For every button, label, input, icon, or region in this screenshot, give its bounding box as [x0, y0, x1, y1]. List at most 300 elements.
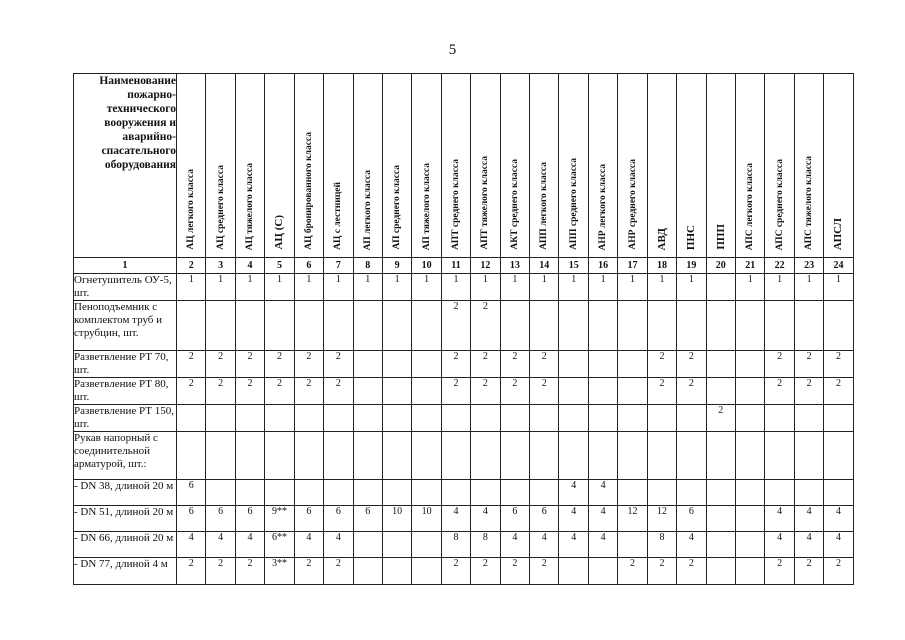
table-row: [74, 558, 854, 585]
table-cell: [530, 405, 559, 432]
table-cell: [736, 506, 765, 532]
table-row: [74, 378, 854, 405]
column-header-label: АП легкого класса: [362, 169, 373, 250]
table-cell: 2: [206, 351, 235, 378]
table-cell: 12: [618, 506, 647, 532]
table-cell: [618, 532, 647, 558]
column-number: 21: [736, 258, 765, 274]
table-cell: 2: [324, 351, 353, 378]
table-cell: [294, 301, 323, 351]
column-number: 14: [530, 258, 559, 274]
table-cell: [206, 405, 235, 432]
table-cell: [736, 532, 765, 558]
table-cell: [559, 558, 588, 585]
table-cell: 2: [530, 351, 559, 378]
column-header: [794, 74, 823, 258]
table-cell: [677, 432, 706, 480]
table-cell: 4: [324, 532, 353, 558]
table-cell: 2: [500, 558, 529, 585]
table-cell: [677, 480, 706, 506]
table-cell: 2: [294, 558, 323, 585]
table-cell: [177, 432, 206, 480]
table-cell: [412, 432, 441, 480]
table-cell: [353, 558, 382, 585]
table-cell: 2: [206, 558, 235, 585]
table-cell: [677, 405, 706, 432]
table-cell: [736, 378, 765, 405]
table-cell: 1: [824, 274, 853, 301]
table-cell: 4: [530, 532, 559, 558]
table-cell: 6: [206, 506, 235, 532]
table-cell: [294, 432, 323, 480]
table-cell: 8: [441, 532, 470, 558]
table-row: [74, 301, 854, 351]
table-cell: [794, 480, 823, 506]
table-cell: [618, 301, 647, 351]
table-cell: [824, 301, 853, 351]
table-cell: [618, 432, 647, 480]
table-cell: [294, 405, 323, 432]
table-cell: [736, 480, 765, 506]
table-cell: 2: [235, 558, 264, 585]
table-cell: [324, 480, 353, 506]
table-cell: 2: [647, 378, 676, 405]
table-cell: 2: [265, 378, 294, 405]
table-cell: [530, 301, 559, 351]
table-cell: [324, 405, 353, 432]
table-cell: [559, 432, 588, 480]
column-header: [382, 74, 411, 258]
column-header-label: АЦ тяжелого класса: [245, 162, 256, 250]
table-row: [74, 532, 854, 558]
equipment-table: [73, 73, 854, 585]
table-cell: [412, 351, 441, 378]
table-cell: 6: [177, 480, 206, 506]
table-cell: [441, 432, 470, 480]
table-cell: 6: [530, 506, 559, 532]
column-header: [736, 74, 765, 258]
column-number: 10: [412, 258, 441, 274]
row-name: Огнетушитель ОУ-5, шт.: [74, 274, 177, 301]
table-cell: 4: [559, 506, 588, 532]
table-cell: [324, 432, 353, 480]
column-header-label: АПС тяжелого класса: [804, 155, 815, 250]
table-cell: [765, 480, 794, 506]
table-cell: [471, 405, 500, 432]
table-cell: 2: [177, 378, 206, 405]
table-cell: [765, 301, 794, 351]
table-cell: [559, 301, 588, 351]
table-cell: 2: [265, 351, 294, 378]
table-cell: [471, 480, 500, 506]
table-cell: [412, 558, 441, 585]
table-row: [74, 432, 854, 480]
table-cell: [794, 301, 823, 351]
column-number: 9: [382, 258, 411, 274]
column-header: [441, 74, 470, 258]
table-cell: 2: [471, 558, 500, 585]
table-cell: 2: [471, 351, 500, 378]
table-cell: 2: [618, 558, 647, 585]
row-name: Рукав напорный с соединительной арматурой, шт.:: [74, 432, 177, 480]
table-cell: [647, 301, 676, 351]
column-number: 5: [265, 258, 294, 274]
row-name: Пеноподъемник с комплектом труб и струбцин, шт.: [74, 301, 177, 351]
table-row: [74, 274, 854, 301]
table-cell: [618, 351, 647, 378]
table-cell: 4: [294, 532, 323, 558]
table-cell: [206, 301, 235, 351]
column-header-label: АНР легкого класса: [598, 163, 609, 250]
column-header: [500, 74, 529, 258]
table-cell: [353, 405, 382, 432]
table-cell: 4: [559, 480, 588, 506]
table-cell: 2: [177, 558, 206, 585]
table-cell: 12: [647, 506, 676, 532]
table-cell: [736, 405, 765, 432]
table-cell: 1: [794, 274, 823, 301]
table-cell: [706, 480, 735, 506]
column-header: [677, 74, 706, 258]
table-cell: 2: [500, 351, 529, 378]
row-name: Разветвление РТ 80, шт.: [74, 378, 177, 405]
table-cell: 1: [382, 274, 411, 301]
column-header: [559, 74, 588, 258]
table-cell: [353, 432, 382, 480]
column-number: 11: [441, 258, 470, 274]
table-cell: [736, 351, 765, 378]
table-cell: 1: [353, 274, 382, 301]
table-cell: [736, 432, 765, 480]
table-row: [74, 405, 854, 432]
column-header: [647, 74, 676, 258]
table-cell: 2: [794, 378, 823, 405]
table-cell: [382, 405, 411, 432]
row-name: Разветвление РТ 150, шт.: [74, 405, 177, 432]
table-cell: 2: [765, 378, 794, 405]
table-cell: [706, 378, 735, 405]
table-cell: [706, 558, 735, 585]
table-cell: 1: [677, 274, 706, 301]
table-cell: 6: [324, 506, 353, 532]
table-cell: [471, 432, 500, 480]
column-header: [471, 74, 500, 258]
table-cell: [706, 274, 735, 301]
table-cell: 1: [265, 274, 294, 301]
table-cell: 2: [206, 378, 235, 405]
table-cell: [647, 432, 676, 480]
table-cell: 6: [294, 506, 323, 532]
column-header: [324, 74, 353, 258]
table-cell: [824, 432, 853, 480]
column-header: [706, 74, 735, 258]
column-header: [412, 74, 441, 258]
table-cell: 4: [588, 532, 617, 558]
column-header-label: АКТ среднего класса: [509, 159, 520, 250]
table-cell: [382, 301, 411, 351]
column-header-label: АНР среднего класса: [627, 159, 638, 250]
table-cell: 1: [500, 274, 529, 301]
table-cell: 2: [441, 378, 470, 405]
table-cell: 6**: [265, 532, 294, 558]
table-cell: [824, 405, 853, 432]
table-cell: 2: [794, 558, 823, 585]
table-cell: 1: [647, 274, 676, 301]
column-header: [530, 74, 559, 258]
table-cell: [647, 480, 676, 506]
table-row: [74, 480, 854, 506]
column-header: [177, 74, 206, 258]
column-number: 8: [353, 258, 382, 274]
table-cell: 4: [177, 532, 206, 558]
table-cell: 6: [500, 506, 529, 532]
table-cell: [588, 351, 617, 378]
table-cell: [794, 405, 823, 432]
column-header-label: АЦ с лестницей: [333, 182, 344, 250]
table-cell: 4: [471, 506, 500, 532]
row-name: - DN 51, длиной 20 м: [74, 506, 177, 532]
table-cell: [235, 432, 264, 480]
table-cell: 2: [294, 378, 323, 405]
table-cell: [382, 480, 411, 506]
table-cell: 2: [706, 405, 735, 432]
table-cell: 1: [618, 274, 647, 301]
table-cell: [235, 301, 264, 351]
table-cell: [412, 301, 441, 351]
table-cell: 6: [177, 506, 206, 532]
table-cell: 1: [765, 274, 794, 301]
table-cell: 1: [441, 274, 470, 301]
table-cell: 4: [206, 532, 235, 558]
row-name: - DN 38, длиной 20 м: [74, 480, 177, 506]
table-cell: [765, 405, 794, 432]
column-header-label: АПП среднего класса: [568, 158, 579, 250]
column-header-label: АП среднего класса: [392, 165, 403, 250]
table-cell: [353, 532, 382, 558]
table-cell: [706, 301, 735, 351]
column-number: 17: [618, 258, 647, 274]
table-cell: 6: [677, 506, 706, 532]
table-cell: [353, 378, 382, 405]
table-cell: [353, 480, 382, 506]
table-cell: [353, 351, 382, 378]
column-header-label: АПТ среднего класса: [451, 159, 461, 250]
table-cell: [618, 378, 647, 405]
column-header: [618, 74, 647, 258]
table-cell: [441, 405, 470, 432]
table-cell: [706, 506, 735, 532]
column-header-label: АПС среднего класса: [774, 158, 785, 250]
table-cell: 4: [235, 532, 264, 558]
table-cell: 6: [353, 506, 382, 532]
column-header-label: АПС легкого класса: [745, 162, 756, 250]
column-number: 6: [294, 258, 323, 274]
table-cell: 1: [412, 274, 441, 301]
table-cell: 2: [441, 351, 470, 378]
column-header-label: АВД: [655, 227, 668, 250]
column-header-label: АП тяжелого класса: [421, 162, 432, 250]
table-cell: [736, 301, 765, 351]
table-cell: 2: [765, 558, 794, 585]
column-header-label: АЦ среднего класса: [215, 165, 226, 250]
column-header-label: ПНС: [685, 224, 698, 250]
table-cell: 1: [588, 274, 617, 301]
table-cell: [265, 432, 294, 480]
table-cell: [382, 532, 411, 558]
table-cell: [618, 405, 647, 432]
table-cell: 2: [530, 378, 559, 405]
table-cell: 4: [794, 532, 823, 558]
table-cell: 1: [530, 274, 559, 301]
table-cell: 4: [765, 506, 794, 532]
table-cell: 2: [441, 301, 470, 351]
column-number: 20: [706, 258, 735, 274]
column-header: [588, 74, 617, 258]
table-cell: 2: [530, 558, 559, 585]
table-cell: [706, 351, 735, 378]
table-cell: 2: [500, 378, 529, 405]
table-cell: [765, 432, 794, 480]
table-cell: [441, 480, 470, 506]
table-row: [74, 506, 854, 532]
table-cell: [706, 432, 735, 480]
table-cell: [412, 405, 441, 432]
table-cell: [559, 405, 588, 432]
table-cell: 2: [235, 378, 264, 405]
column-header-label: АПП легкого класса: [539, 162, 550, 250]
table-cell: [588, 378, 617, 405]
table-cell: [265, 405, 294, 432]
table-cell: [588, 405, 617, 432]
column-number: 23: [794, 258, 823, 274]
column-header: [265, 74, 294, 258]
column-number: 22: [765, 258, 794, 274]
column-header: [765, 74, 794, 258]
table-cell: 2: [324, 378, 353, 405]
table-cell: 10: [412, 506, 441, 532]
table-cell: 1: [206, 274, 235, 301]
table-cell: 9**: [265, 506, 294, 532]
table-cell: 2: [765, 351, 794, 378]
table-cell: [559, 378, 588, 405]
table-cell: [177, 301, 206, 351]
table-cell: [530, 480, 559, 506]
column-number: 16: [588, 258, 617, 274]
page-number: 5: [448, 42, 457, 58]
table-cell: [500, 405, 529, 432]
table-cell: [706, 532, 735, 558]
table-cell: 2: [647, 351, 676, 378]
table-cell: [794, 432, 823, 480]
table-cell: 2: [471, 378, 500, 405]
table-cell: 2: [177, 351, 206, 378]
column-header-label: АЦ (С): [273, 215, 286, 250]
table-cell: [500, 301, 529, 351]
column-number: 1: [74, 258, 177, 274]
table-cell: 4: [500, 532, 529, 558]
column-header: [235, 74, 264, 258]
table-cell: [382, 351, 411, 378]
table-cell: 2: [647, 558, 676, 585]
table-cell: [618, 480, 647, 506]
table-cell: [382, 558, 411, 585]
table-cell: [588, 432, 617, 480]
table-cell: [412, 480, 441, 506]
table-cell: [265, 301, 294, 351]
table-cell: 3**: [265, 558, 294, 585]
column-header-label: АПТ тяжелого класса: [480, 156, 491, 250]
table-cell: 4: [824, 532, 853, 558]
table-cell: 2: [441, 558, 470, 585]
table-cell: [412, 532, 441, 558]
table-cell: 1: [177, 274, 206, 301]
table-cell: 2: [471, 301, 500, 351]
table-cell: 4: [794, 506, 823, 532]
table-cell: 2: [677, 378, 706, 405]
table-cell: [588, 558, 617, 585]
table-cell: [559, 351, 588, 378]
table-cell: 2: [794, 351, 823, 378]
table-row: [74, 351, 854, 378]
table-cell: [294, 480, 323, 506]
table-cell: 2: [677, 351, 706, 378]
table-cell: 2: [324, 558, 353, 585]
table-cell: [206, 480, 235, 506]
table-cell: 1: [559, 274, 588, 301]
table-cell: [647, 405, 676, 432]
row-name: Разветвление РТ 70, шт.: [74, 351, 177, 378]
table-cell: 4: [677, 532, 706, 558]
column-header-label: ППП: [714, 224, 727, 250]
column-number: 13: [500, 258, 529, 274]
table-cell: 8: [471, 532, 500, 558]
table-cell: 4: [824, 506, 853, 532]
column-number: 2: [177, 258, 206, 274]
table-cell: 4: [765, 532, 794, 558]
table-cell: [500, 480, 529, 506]
table-cell: 1: [235, 274, 264, 301]
table-cell: 1: [471, 274, 500, 301]
table-cell: 2: [824, 378, 853, 405]
table-cell: 6: [235, 506, 264, 532]
column-number: 19: [677, 258, 706, 274]
table-cell: [382, 432, 411, 480]
column-number: 12: [471, 258, 500, 274]
column-number: 18: [647, 258, 676, 274]
table-cell: [824, 480, 853, 506]
column-number: 3: [206, 258, 235, 274]
table-cell: [235, 405, 264, 432]
table-cell: [736, 558, 765, 585]
table-cell: [235, 480, 264, 506]
column-number: 4: [235, 258, 264, 274]
table-cell: 8: [647, 532, 676, 558]
table-cell: 2: [235, 351, 264, 378]
column-header: [824, 74, 853, 258]
table-cell: 4: [588, 480, 617, 506]
table-cell: 4: [441, 506, 470, 532]
table-cell: 1: [294, 274, 323, 301]
table-cell: 10: [382, 506, 411, 532]
table-cell: 2: [824, 351, 853, 378]
table-cell: 4: [588, 506, 617, 532]
column-header-label: АПСЛ: [832, 217, 845, 250]
table-cell: 2: [824, 558, 853, 585]
row-name: - DN 66, длиной 20 м: [74, 532, 177, 558]
table-cell: 2: [677, 558, 706, 585]
table-cell: 1: [736, 274, 765, 301]
table-cell: [177, 405, 206, 432]
